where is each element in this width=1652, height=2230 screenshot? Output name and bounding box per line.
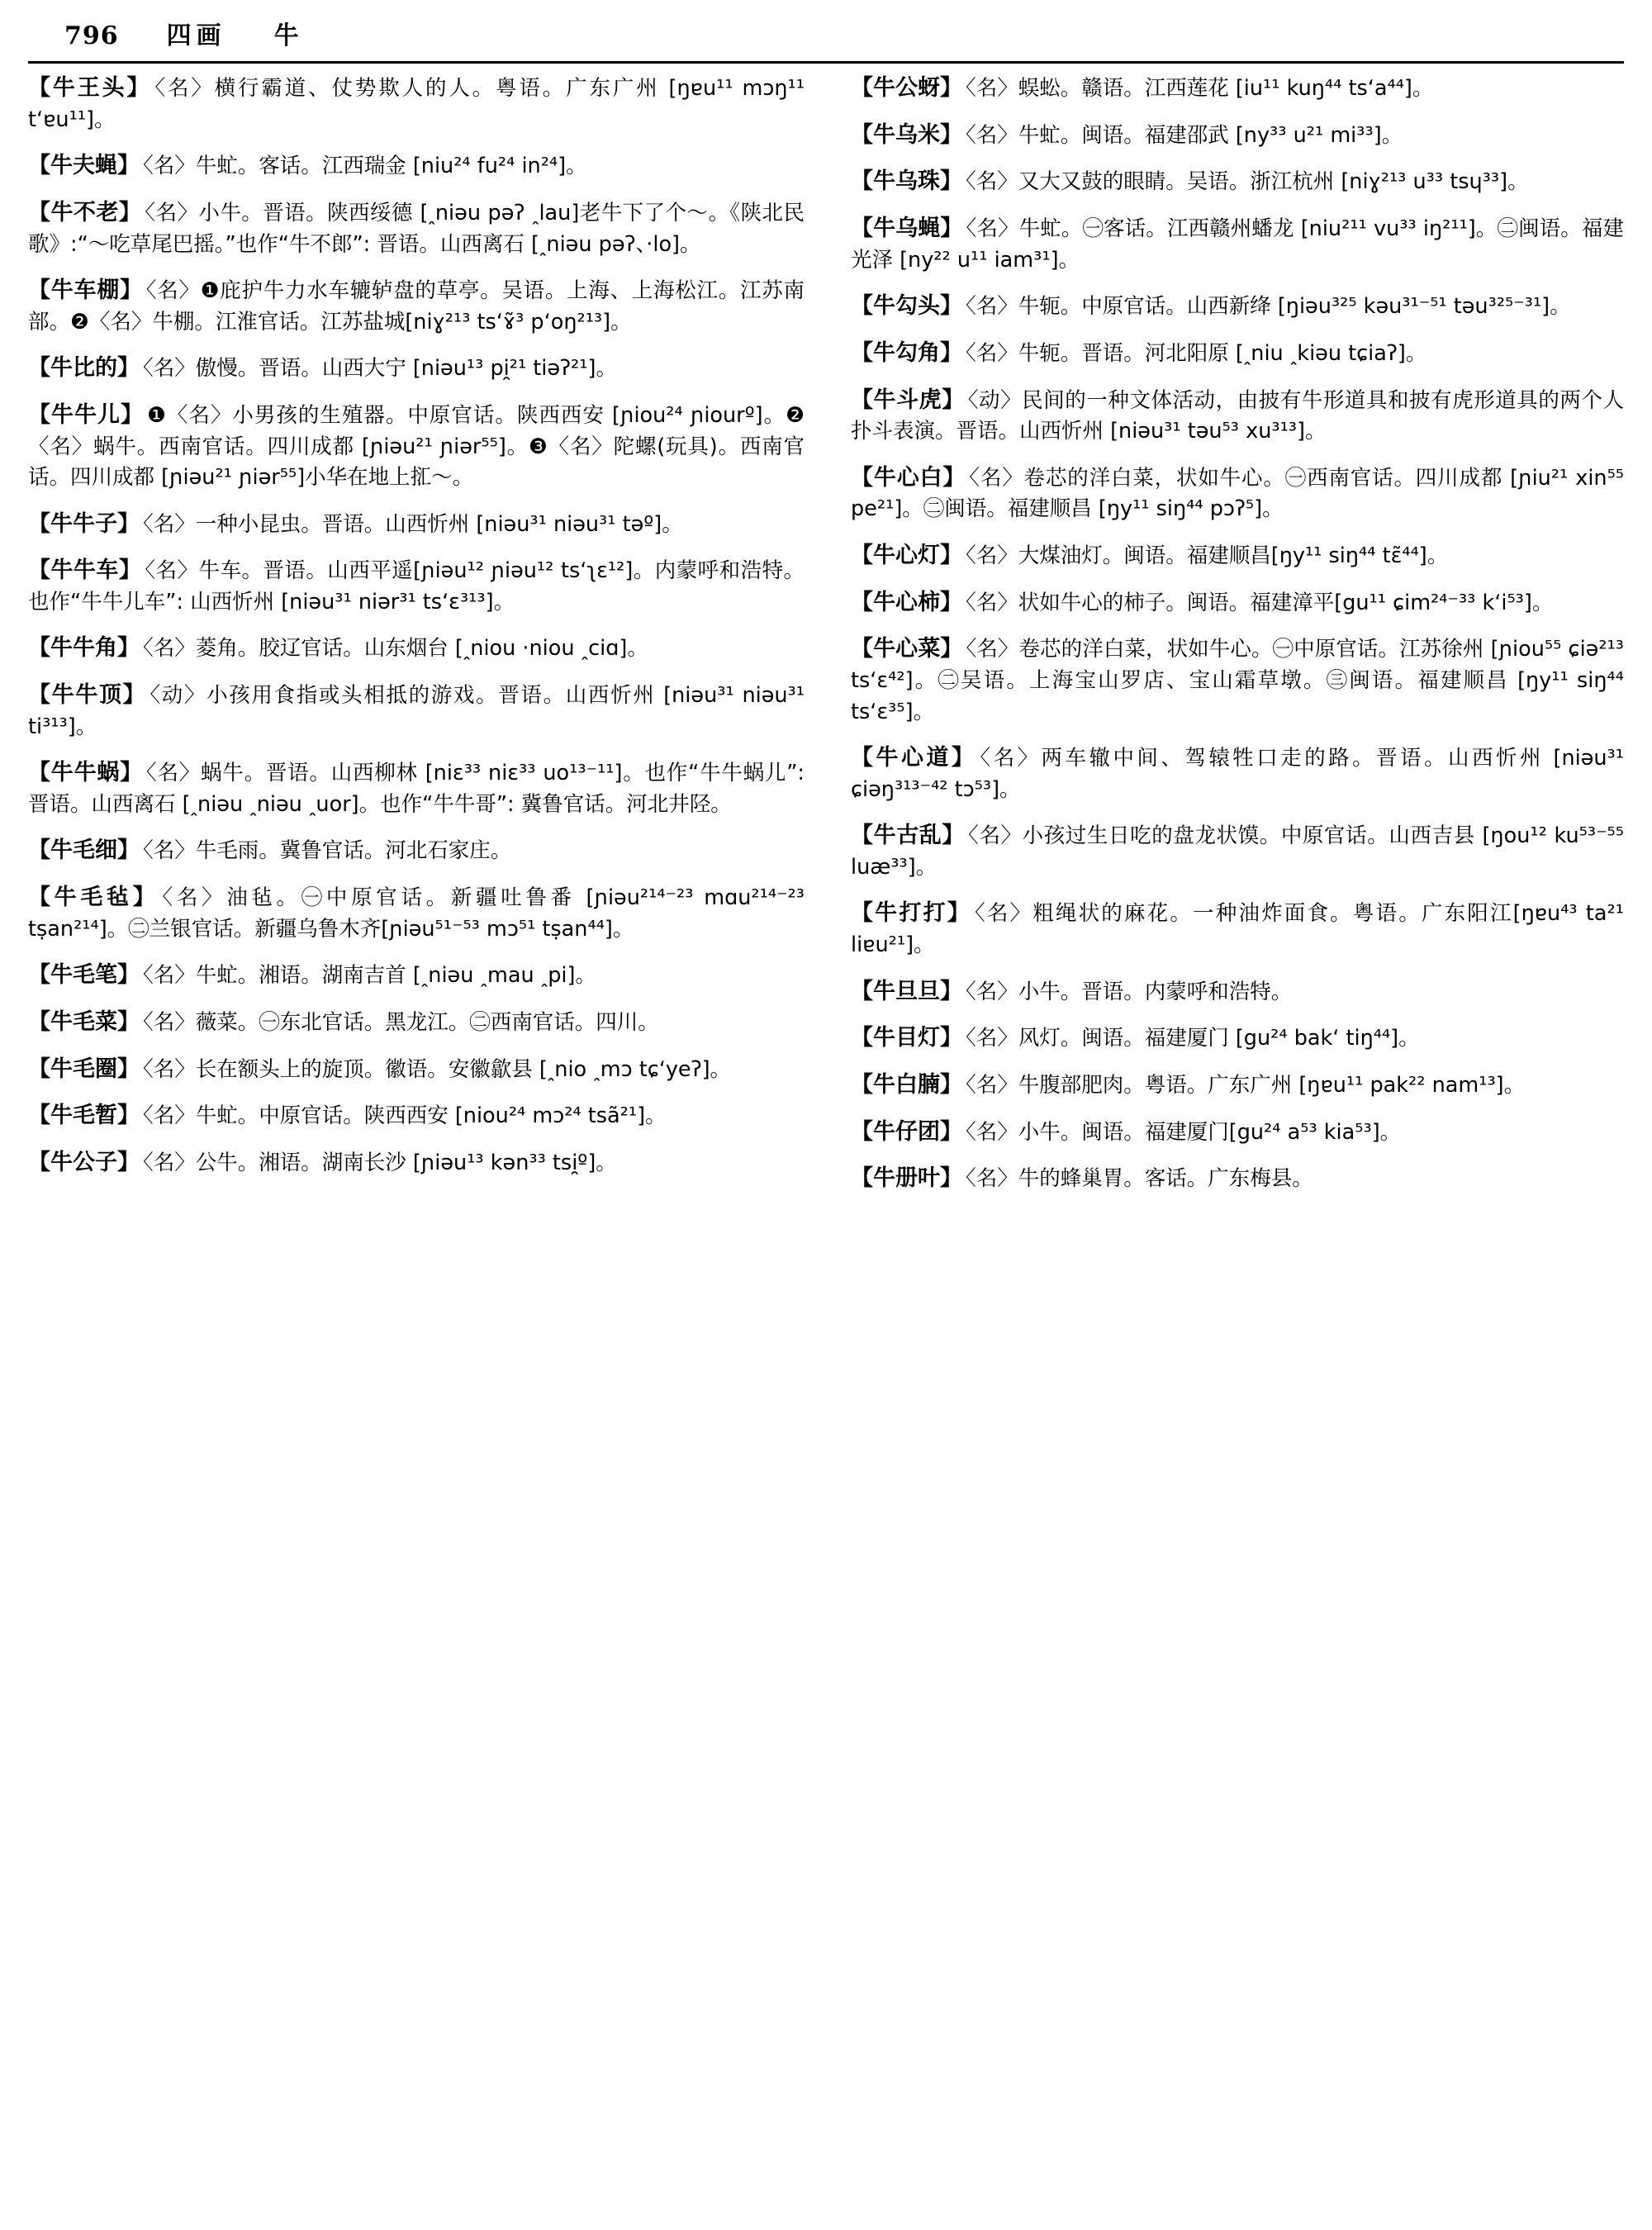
entry-headword: 【牛心灯】 <box>851 542 962 568</box>
entry-headword: 【牛乌米】 <box>851 121 962 148</box>
dictionary-entry <box>28 508 805 541</box>
dictionary-entry <box>851 1069 1624 1102</box>
dictionary-entry <box>28 149 805 183</box>
entry-body: 〈名〉蜗牛。晋语。山西柳林 [niɛ³³ niɛ³³ uo¹³⁻¹¹]。也作“牛牛蜗儿”: 晋语。山西离石 [ꞈniəu ꞈniəu ꞈuor]。也作“牛牛哥”: 冀鲁官话。河北井陉。 <box>28 761 805 817</box>
dictionary-entry <box>851 119 1624 152</box>
entry-body: 〈名〉一种小昆虫。晋语。山西忻州 [niəu³¹ niəu³¹ təº]。 <box>143 511 683 537</box>
entry-headword: 【牛勾角】 <box>851 339 962 366</box>
entry-body: 〈名〉风灯。闽语。福建厦门 [gu²⁴ bakʻ tiŋ⁴⁴]。 <box>966 1026 1420 1051</box>
dictionary-entry <box>851 212 1624 276</box>
dictionary-entry <box>28 757 805 820</box>
entry-body: 〈名〉长在额头上的旋顶。徽语。安徽歙县 [ꞈnio ꞈmɔ tɕʻyeʔ]。 <box>143 1056 732 1082</box>
entry-body: 〈名〉卷芯的洋白菜，状如牛心。㊀西南官话。四川成都 [ɲiu²¹ xin⁵⁵ pe²¹]。㊁闽语。福建顺昌 [ŋy¹¹ siŋ⁴⁴ pɔʔ⁵]。 <box>851 465 1625 522</box>
dictionary-entry <box>851 1022 1624 1055</box>
entry-headword: 【牛牛蜗】 <box>28 760 143 786</box>
entry-body: 〈名〉油毡。㊀中原官话。新疆吐鲁番 [ɲiəu²¹⁴⁻²³ mɑu²¹⁴⁻²³ tṣan²¹⁴]。㊁兰银官话。新疆乌鲁木齐[ɲiəu⁵¹⁻⁵³ mɔ⁵¹ tṣan⁴⁴]。 <box>28 885 805 942</box>
entry-body: 〈名〉粗绳状的麻花。一种油炸面食。粤语。广东阳江[ŋɐu⁴³ ta²¹ liɐu²¹]。 <box>851 901 1625 958</box>
dictionary-entry <box>851 337 1624 370</box>
entry-body: 〈名〉公牛。湘语。湖南长沙 [ɲiəu¹³ kən³³ tsi̯º]。 <box>143 1151 617 1176</box>
dictionary-entry <box>28 881 805 945</box>
entry-headword: 【牛毛圈】 <box>28 1056 140 1082</box>
dictionary-entry <box>28 1053 805 1086</box>
entry-headword: 【牛不老】 <box>28 199 142 225</box>
entry-headword: 【牛心白】 <box>851 464 966 491</box>
entry-body: 〈名〉大煤油灯。闽语。福建顺昌[ŋy¹¹ siŋ⁴⁴ tɛ̃⁴⁴]。 <box>966 543 1449 568</box>
entry-body: 〈名〉小牛。晋语。内蒙呼和浩特。 <box>966 979 1293 1004</box>
dictionary-entry <box>851 1116 1624 1149</box>
entry-body: 〈名〉牛腹部肥肉。粤语。广东广州 [ŋɐu¹¹ pak²² nam¹³]。 <box>966 1072 1526 1098</box>
dictionary-entry <box>28 1099 805 1132</box>
entry-body: 〈名〉牛虻。湘语。湖南吉首 [ꞈniəu ꞈmau ꞈpi]。 <box>143 963 596 989</box>
dictionary-entry <box>851 586 1624 619</box>
running-head <box>28 15 1624 58</box>
entry-headword: 【牛毛笔】 <box>28 962 140 989</box>
dictionary-entry <box>28 1006 805 1039</box>
entry-headword: 【牛牛车】 <box>28 558 142 584</box>
dictionary-entry <box>28 632 805 665</box>
dictionary-entry <box>851 742 1624 805</box>
entry-body: 〈名〉牛虻。㊀客话。江西赣州蟠龙 [niu²¹¹ vu³³ iŋ²¹¹]。㊁闽语。福建光泽 [ny²² u¹¹ iam³¹]。 <box>851 216 1625 273</box>
column-right <box>826 72 1624 2186</box>
dictionary-entry <box>851 72 1624 105</box>
dictionary-entry <box>28 554 805 618</box>
entry-body: 〈名〉❶庇护牛力水车辘轳盘的草亭。吴语。上海、上海松江。江苏南部。❷〈名〉牛棚。江淮官话。江苏盐城[niɣ²¹³ tsʻɤ̃³ pʻoŋ²¹³]。 <box>28 278 805 334</box>
entry-headword: 【牛白腩】 <box>851 1071 962 1098</box>
entry-body: 〈名〉小牛。晋语。陕西绥德 [ꞈniəu pəʔ ꞈlau]老牛下了个～。《陕北民歌》:“～吃草尾巴摇。”也作“牛不郎”: 晋语。山西离石 [ꞈniəu pəʔ、·lo]。 <box>28 200 805 257</box>
dictionary-entry <box>851 384 1624 448</box>
entry-headword: 【牛古乱】 <box>851 823 966 849</box>
entry-headword: 【牛公蚜】 <box>851 75 962 101</box>
entry-body: 〈名〉牛的蜂巢胃。客话。广东梅县。 <box>966 1166 1313 1192</box>
dictionary-entry <box>851 633 1624 728</box>
dictionary-entry <box>851 975 1624 1008</box>
entry-headword: 【牛毛毡】 <box>28 885 159 911</box>
entry-headword: 【牛牛顶】 <box>28 682 147 709</box>
entry-body: 〈名〉牛虻。中原官话。陕西西安 [niou²⁴ mɔ²⁴ tsã²¹]。 <box>143 1103 667 1129</box>
entry-body: 〈名〉薇菜。㊀东北官话。黑龙江。㊁西南官话。四川。 <box>143 1009 659 1035</box>
dictionary-entry <box>28 399 805 494</box>
header-divider <box>28 61 1624 64</box>
dictionary-entry <box>28 1146 805 1179</box>
entry-headword: 【牛心柿】 <box>851 589 962 615</box>
entry-body: 〈名〉牛轭。中原官话。山西新绛 [ŋiəu³²⁵ kəu³¹⁻⁵¹ təu³²⁵⁻³¹]。 <box>966 294 1571 320</box>
entry-headword: 【牛车棚】 <box>28 278 143 304</box>
entry-body: 〈名〉又大又鼓的眼睛。吴语。浙江杭州 [niɣ²¹³ u³³ tsɥ³³]。 <box>966 169 1529 195</box>
entry-body: 〈名〉卷芯的洋白菜，状如牛心。㊀中原官话。江苏徐州 [ɲiou⁵⁵ ɕiə²¹³ tsʻɛ⁴²]。㊁吴语。上海宝山罗店、宝山霜草墩。㊂闽语。福建顺昌 [ŋy¹¹ siŋ⁴⁴ tsʻɛ³⁵]。 <box>851 637 1625 724</box>
radical-label: 牛 <box>273 21 301 50</box>
dictionary-entry <box>28 679 805 743</box>
entry-headword: 【牛仔团】 <box>851 1118 962 1145</box>
entry-headword: 【牛毛细】 <box>28 837 140 864</box>
dictionary-entry <box>851 290 1624 323</box>
entry-body: 〈名〉菱角。胶辽官话。山东烟台 [ꞈniou ·niou ꞈciɑ]。 <box>143 636 648 662</box>
dictionary-entry <box>28 352 805 385</box>
entry-headword: 【牛勾头】 <box>851 293 962 320</box>
entry-headword: 【牛乌蝇】 <box>851 216 963 242</box>
entry-headword: 【牛牛角】 <box>28 635 140 662</box>
dictionary-entry <box>28 274 805 338</box>
entry-body: 〈名〉傲慢。晋语。山西大宁 [niəu¹³ pi̯²¹ tiəʔ²¹]。 <box>143 356 617 382</box>
entry-headword: 【牛王头】 <box>28 75 152 101</box>
entry-headword: 【牛心道】 <box>851 744 977 771</box>
entry-headword: 【牛比的】 <box>28 355 140 382</box>
entry-body: 〈名〉小牛。闽语。福建厦门[gu²⁴ a⁵³ kia⁵³]。 <box>966 1119 1402 1145</box>
entry-body: 〈名〉牛虻。客话。江西瑞金 [niu²⁴ fu²⁴ in²⁴]。 <box>143 154 587 179</box>
entry-body: 〈名〉两车辙中间、驾辕牲口走的路。晋语。山西忻州 [niəu³¹ ɕiəŋ³¹³⁻⁴² tɔ⁵³]。 <box>851 745 1624 802</box>
entry-headword: 【牛牛儿】 <box>28 401 145 428</box>
entry-body: 〈动〉民间的一种文体活动，由披有牛形道具和披有虎形道具的两个人扑斗表演。晋语。山西忻州 [niəu³¹ təu⁵³ xu³¹³]。 <box>851 387 1624 444</box>
entry-body: 〈名〉牛毛雨。冀鲁官话。河北石家庄。 <box>143 838 512 864</box>
dictionary-entry <box>851 897 1624 961</box>
entry-body: 〈名〉牛轭。晋语。河北阳原 [ꞈniu ꞈkiəu tɕiaʔ]。 <box>966 340 1427 366</box>
dictionary-entry <box>851 462 1624 525</box>
entry-headword: 【牛牛子】 <box>28 510 140 537</box>
entry-body: 〈动〉小孩用食指或头相抵的游戏。晋语。山西忻州 [niəu³¹ niəu³¹ ti³¹³]。 <box>28 683 805 739</box>
stroke-count-label: 四画 <box>166 21 226 50</box>
entry-body: 〈名〉小孩过生日吃的盘龙状馍。中原官话。山西吉县 [ŋou¹² ku⁵³⁻⁵⁵ luæ³³]。 <box>851 823 1625 880</box>
entry-body: ❶〈名〉小男孩的生殖器。中原官话。陕西西安 [ɲiou²⁴ ɲiourº]。❷〈名〉蜗牛。西南官话。四川成都 [ɲiəu²¹ ɲiər⁵⁵]。❸〈名〉陀螺(玩具)。西南官话。四川成都 [ɲiəu²¹ ɲiər⁵⁵]小华在地上㧟～。 <box>28 402 805 491</box>
dictionary-entry <box>28 197 805 260</box>
entry-body: 〈名〉蜈蚣。赣语。江西莲花 [iu¹¹ kuŋ⁴⁴ tsʻa⁴⁴]。 <box>966 76 1434 101</box>
entry-headword: 【牛打打】 <box>851 900 971 927</box>
body-columns <box>28 72 1624 2186</box>
page-number: 796 <box>64 21 119 50</box>
dictionary-entry <box>28 834 805 867</box>
entry-headword: 【牛毛暂】 <box>28 1103 140 1129</box>
entry-headword: 【牛夫蝇】 <box>28 153 140 179</box>
dictionary-entry <box>851 819 1624 883</box>
entry-body: 〈名〉牛车。晋语。山西平遥[ɲiəu¹² ɲiəu¹² tsʻʅɛ¹²]。内蒙呼和浩特。也作“牛牛儿车”: 山西忻州 [niəu³¹ niər³¹ tsʻɛ³¹³]。 <box>28 558 805 614</box>
dictionary-entry <box>851 1162 1624 1195</box>
entry-body: 〈名〉牛虻。闽语。福建邵武 [ny³³ u²¹ mi³³]。 <box>966 122 1403 148</box>
entry-headword: 【牛公子】 <box>28 1150 140 1176</box>
dictionary-entry <box>851 165 1624 198</box>
dictionary-entry <box>28 72 805 135</box>
entry-headword: 【牛目灯】 <box>851 1025 962 1051</box>
entry-headword: 【牛乌珠】 <box>851 168 962 195</box>
entry-headword: 【牛心菜】 <box>851 636 963 662</box>
dictionary-entry <box>851 539 1624 572</box>
entry-headword: 【牛斗虎】 <box>851 387 965 413</box>
dictionary-entry <box>28 959 805 992</box>
entry-body: 〈名〉状如牛心的柿子。闽语。福建漳平[gu¹¹ ɕim²⁴⁻³³ kʻi⁵³]。 <box>966 590 1554 615</box>
entry-body: 〈名〉横行霸道、仗势欺人的人。粤语。广东广州 [ŋɐu¹¹ mɔŋ¹¹ tʻɐu¹¹]。 <box>28 76 805 132</box>
entry-headword: 【牛册叶】 <box>851 1165 962 1192</box>
entry-headword: 【牛旦旦】 <box>851 978 962 1004</box>
column-left <box>28 72 826 2186</box>
entry-headword: 【牛毛菜】 <box>28 1008 140 1035</box>
